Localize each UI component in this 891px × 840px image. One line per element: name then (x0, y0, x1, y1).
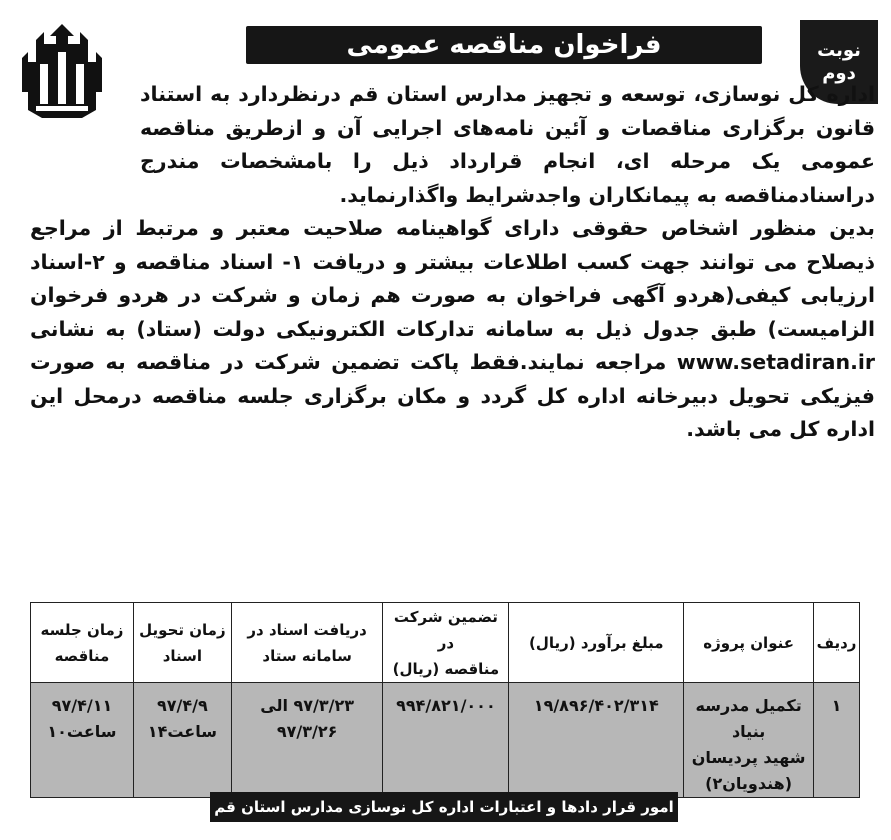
badge-line-2: دوم (822, 63, 856, 84)
cell-title-line-2: شهید پردیسان (691, 748, 806, 767)
header-guarantee-line-1: تضمین شرکت در (393, 607, 498, 652)
cell-deliver-line-1: ۹۷/۴/۹ (156, 696, 208, 715)
cell-receive-line-1: ۹۷/۳/۲۳ الی (260, 696, 355, 715)
cell-meeting-line-2: ساعت۱۰ (47, 722, 117, 741)
header-project-title: عنوان پروژه (684, 603, 814, 683)
header-deliver-docs (133, 603, 231, 683)
cell-radif: ۱ (814, 683, 860, 798)
header-meeting-time (31, 603, 134, 683)
table-header-row (31, 603, 860, 683)
notice-paragraph-2: بدین منظور اشخاص حقوقی دارای گواهینامه صلاحیت معتبر و مرتبط از مراجع ذیصلاح می توانند جهت کسب اطلاعات بیشتر و دریافت ۱- اسناد مناقصه و ۲-اسناد ارزیابی کیفی(هردو آگهی فراخوان به صورت هم زمان و شرکت در هردو فرخوان الزامیست) طبق جدول ذیل به سامانه تدارکات الکترونیکی دولت (ستاد) به نشانی www.setadiran.ir مراجعه نمایند.فقط پاکت تضمین شرکت در مناقصه به صورت فیزیکی تحویل دبیرخانه اداره کل گردد و مکان برگزاری جلسه مناقصه درمحل این اداره کل می باشد. (30, 216, 876, 441)
header-receive-docs (231, 603, 383, 683)
header-meeting-line-1: زمان جلسه (40, 620, 124, 639)
cell-project-title (684, 683, 814, 798)
cell-meeting-line-1: ۹۷/۴/۱۱ (51, 696, 113, 715)
badge-line-1: نوبت (817, 39, 861, 61)
cell-deliver-line-2: ساعت۱۴ (147, 722, 217, 741)
notice-paragraph-1: اداره کل نوسازی، توسعه و تجهیز مدارس استان قم درنظردارد به استناد قانون برگزاری مناقصات و آئین نامه‌های اجرایی آن و ازطریق مناقصه عمومی یک مرحله ای، انجام قرارداد ذیل را بامشخصات مندرج دراسنادمناقصه به پیمانکاران واجدشرایط واگذارنماید. (140, 82, 875, 207)
cell-guarantee: ۹۹۴/۸۲۱/۰۰۰ (383, 683, 509, 798)
notice-body (30, 78, 875, 447)
header-meeting-line-2: مناقصه (54, 646, 110, 665)
cell-title-line-1: تکمیل مدرسه بنیاد (695, 696, 802, 741)
cell-estimate: ۱۹/۸۹۶/۴۰۲/۳۱۴ (509, 683, 684, 798)
header-receive-line-1: دریافت اسناد در (247, 620, 367, 639)
cell-title-line-3: (هندویان۲) (705, 774, 793, 793)
cell-deliver-docs (133, 683, 231, 798)
tender-table (30, 602, 860, 798)
header-deliver-line-1: زمان تحویل (139, 620, 226, 639)
header-receive-line-2: سامانه ستاد (262, 646, 352, 665)
header-deliver-line-2: اسناد (162, 646, 203, 665)
cell-meeting-time (31, 683, 134, 798)
header-estimate: مبلغ برآورد (ریال) (509, 603, 684, 683)
header-guarantee (383, 603, 509, 683)
cell-receive-docs (231, 683, 383, 798)
footer-department: امور قرار دادها و اعتبارات اداره کل نوسازی مدارس استان قم (210, 792, 678, 822)
cell-receive-line-2: ۹۷/۳/۲۶ (276, 722, 338, 741)
header-radif: ردیف (814, 603, 860, 683)
notice-title: فراخوان مناقصه عمومی (246, 26, 762, 64)
table-row (31, 683, 860, 798)
header-guarantee-line-2: مناقصه (ریال) (392, 659, 500, 678)
